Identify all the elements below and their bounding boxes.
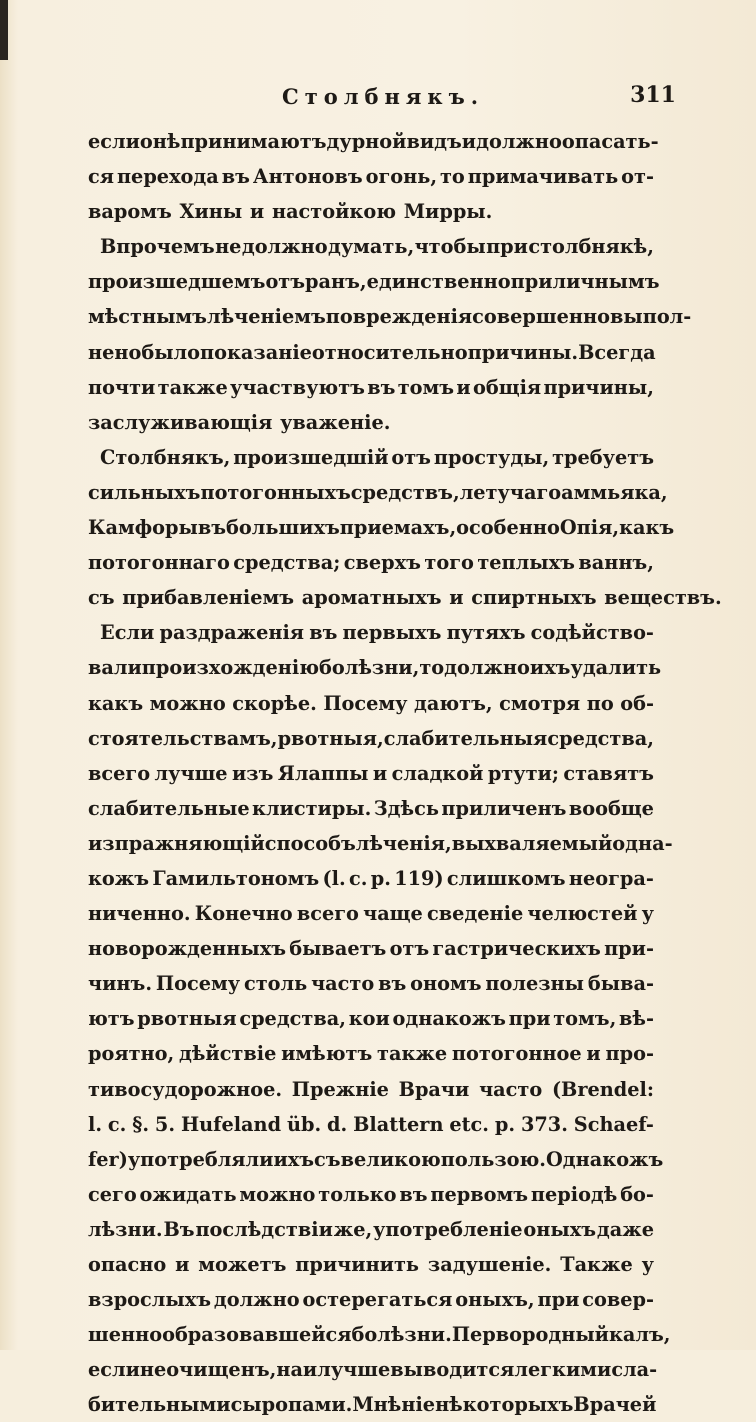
- word: причины,: [543, 375, 654, 399]
- word: должно: [444, 656, 530, 680]
- word: и: [175, 1253, 190, 1276]
- text-line: [88, 1142, 664, 1177]
- word: удалить: [570, 656, 662, 680]
- word: всего: [88, 761, 151, 785]
- word: болѣзни.: [351, 1323, 452, 1347]
- word: въ: [197, 516, 227, 540]
- word: также: [377, 1042, 448, 1066]
- word: кожъ: [88, 866, 150, 890]
- word: причины.: [467, 340, 579, 364]
- word: произхожденію: [141, 656, 320, 680]
- word: по: [586, 691, 614, 715]
- word: отъ: [265, 270, 306, 294]
- word: первомъ: [430, 1182, 529, 1206]
- word: произшедшемъ: [88, 270, 266, 294]
- word: томъ,: [553, 1007, 617, 1031]
- word: легкими: [514, 1358, 612, 1382]
- word: требуетъ: [552, 445, 654, 469]
- word: Конечно: [194, 902, 293, 926]
- word: клистиры.: [252, 796, 372, 820]
- word: не: [139, 1358, 167, 1382]
- word: какъ: [619, 516, 675, 540]
- word: бо-: [620, 1182, 654, 1206]
- word: вѣ-: [619, 1007, 654, 1031]
- text-line: [88, 335, 654, 370]
- word: уваженіе.: [280, 410, 391, 434]
- text-line: [88, 615, 654, 650]
- word: от-: [621, 165, 654, 189]
- word: примачивать: [467, 165, 619, 189]
- text-line: [88, 1282, 654, 1317]
- word: взрослыхъ: [88, 1288, 211, 1312]
- text-line: [88, 580, 722, 615]
- word: ваннъ,: [578, 551, 654, 575]
- word: совер-: [582, 1288, 654, 1312]
- word: особенно: [456, 516, 560, 540]
- word: великою: [340, 1147, 441, 1171]
- text-line: [88, 1036, 654, 1071]
- word: очищенъ,: [166, 1358, 277, 1382]
- word: üb.: [286, 1112, 322, 1136]
- page-header: [90, 80, 676, 116]
- text-line: [88, 756, 654, 791]
- word: періодѣ: [530, 1182, 618, 1206]
- word: поврежденія: [325, 305, 473, 329]
- word: кои: [348, 1007, 390, 1031]
- word: калъ,: [608, 1323, 671, 1347]
- text-line: [88, 545, 654, 580]
- word: Мнѣніе: [352, 1393, 436, 1417]
- word: об-: [620, 691, 654, 715]
- word: также: [157, 375, 228, 399]
- word: настойкою: [271, 200, 396, 224]
- word: думать,: [327, 235, 415, 259]
- word: летучаго: [459, 480, 562, 504]
- word: d.: [327, 1112, 348, 1136]
- word: ожидать: [139, 1182, 237, 1206]
- text-line: [88, 1317, 671, 1352]
- word: 119): [394, 866, 444, 890]
- text-line: [88, 1212, 654, 1247]
- word: слабительныя: [383, 726, 548, 750]
- word: c.: [348, 866, 368, 890]
- word: у: [641, 1253, 654, 1276]
- word: средствъ,: [350, 480, 460, 504]
- word: средства,: [547, 726, 654, 750]
- word: лучше: [154, 761, 228, 785]
- word: Столбнякъ,: [100, 445, 231, 469]
- word: большихъ: [226, 516, 340, 540]
- word: путяхъ: [446, 621, 526, 645]
- word: относительно: [311, 340, 468, 364]
- word: столбнякѣ,: [528, 235, 654, 259]
- word: при: [486, 235, 528, 259]
- word: ртути;: [487, 761, 559, 785]
- text-line: [88, 1387, 657, 1422]
- word: стоятельствамъ,: [88, 726, 278, 750]
- word: если: [88, 1358, 140, 1382]
- word: и: [249, 200, 265, 224]
- word: общія: [473, 375, 542, 399]
- word: и: [449, 586, 464, 610]
- word: показаніе: [200, 340, 312, 364]
- word: остерегаться: [302, 1288, 453, 1312]
- word: совершенно: [472, 305, 610, 329]
- word: имѣютъ: [281, 1042, 373, 1066]
- word: можетъ: [198, 1253, 287, 1276]
- running-head: Столбнякъ.: [281, 84, 485, 109]
- page-number: 311: [630, 82, 676, 108]
- word: Посему: [323, 691, 408, 715]
- word: часто: [311, 972, 375, 996]
- word: часто: [479, 1077, 543, 1101]
- word: отъ: [391, 445, 431, 469]
- word: при: [508, 1007, 551, 1031]
- word: сведеніе: [427, 902, 524, 926]
- word: прибавленіемъ: [122, 586, 295, 610]
- word: сла-: [611, 1358, 658, 1382]
- word: Врачи: [398, 1077, 470, 1101]
- word: Здѣсь: [373, 796, 439, 820]
- text-line: [88, 159, 654, 194]
- word: только: [318, 1182, 397, 1206]
- word: было: [141, 340, 201, 364]
- word: вали: [88, 656, 142, 680]
- word: столь: [243, 972, 308, 996]
- word: бительными: [88, 1393, 231, 1417]
- word: простуды,: [433, 445, 550, 469]
- word: съ: [88, 586, 115, 610]
- word: Также: [560, 1253, 633, 1276]
- word: Первородный: [451, 1323, 609, 1347]
- word: лѣченіемъ: [206, 305, 326, 329]
- word: ранъ,: [305, 270, 367, 294]
- word: послѣдствіи: [195, 1217, 333, 1241]
- word: участвуютъ: [230, 375, 365, 399]
- word: Hufeland: [180, 1112, 282, 1136]
- word: перехода: [116, 165, 219, 189]
- word: сверхъ: [343, 551, 421, 575]
- word: ставятъ: [563, 761, 654, 785]
- word: нено: [88, 340, 142, 364]
- word: смотря: [499, 691, 581, 715]
- word: въ: [378, 972, 407, 996]
- word: чинъ.: [88, 972, 153, 996]
- word: можно: [149, 691, 226, 715]
- word: дурной: [326, 130, 407, 153]
- text-line: [88, 264, 660, 299]
- word: Опія,: [559, 516, 620, 540]
- text-line: [88, 721, 654, 756]
- word: однакожъ: [392, 1007, 506, 1031]
- word: ниченно.: [88, 902, 191, 926]
- word: произшедшій: [233, 445, 389, 469]
- word: можно: [239, 1182, 316, 1206]
- word: челюстей: [527, 902, 638, 926]
- word: потогонныхъ: [200, 480, 351, 504]
- word: ся: [88, 165, 114, 189]
- word: то: [439, 165, 465, 189]
- word: fer): [88, 1147, 128, 1171]
- word: Мирры.: [403, 200, 493, 224]
- word: etc.: [449, 1112, 489, 1136]
- word: средства;: [233, 551, 341, 575]
- word: Если: [100, 621, 155, 645]
- word: ономъ: [410, 972, 482, 996]
- word: Ялаппы: [277, 761, 369, 785]
- word: ихъ: [273, 1147, 315, 1171]
- word: Посему: [155, 972, 241, 996]
- word: слишкомъ: [446, 866, 566, 890]
- text-line: [88, 861, 654, 896]
- word: раздраженія: [159, 621, 305, 645]
- word: и: [456, 375, 471, 399]
- word: приличнымъ: [510, 270, 660, 294]
- word: p.: [370, 866, 391, 890]
- word: должно: [241, 235, 328, 259]
- word: Въ: [163, 1217, 195, 1241]
- word: шенно: [88, 1323, 163, 1347]
- word: при-: [604, 937, 654, 961]
- word: того: [424, 551, 474, 575]
- word: видъ: [406, 130, 462, 153]
- word: тивосудорожное.: [88, 1077, 283, 1101]
- word: онѣ: [139, 130, 181, 153]
- word: потогоннаго: [88, 551, 230, 575]
- word: не: [215, 235, 242, 259]
- word: почти: [88, 375, 156, 399]
- word: въ: [399, 1182, 428, 1206]
- word: веществъ.: [604, 586, 722, 610]
- word: чтобы: [414, 235, 486, 259]
- word: роятно,: [88, 1042, 175, 1066]
- word: изпражняющій: [88, 831, 265, 855]
- word: сыропами.: [230, 1393, 353, 1417]
- word: даютъ,: [414, 691, 493, 715]
- word: неогра-: [568, 866, 654, 890]
- word: одна-: [612, 831, 673, 855]
- word: Хины: [179, 200, 243, 224]
- word: наилучше: [276, 1358, 391, 1382]
- word: p.: [494, 1112, 516, 1136]
- word: огонь,: [365, 165, 438, 189]
- word: средства,: [239, 1007, 346, 1031]
- word: 373.: [520, 1112, 568, 1136]
- word: Blattern: [353, 1112, 444, 1136]
- word: способъ: [264, 831, 356, 855]
- text-line: [88, 896, 654, 931]
- body-text: [88, 124, 722, 1422]
- word: нѣкоторыхъ: [435, 1393, 574, 1417]
- word: Гамильтономъ: [152, 866, 320, 890]
- word: новорожденныхъ: [88, 937, 286, 961]
- text-line: [88, 1247, 654, 1282]
- word: дѣйствіе: [178, 1042, 277, 1066]
- word: то: [419, 656, 445, 680]
- word: въ: [309, 621, 338, 645]
- word: и: [586, 1042, 601, 1066]
- word: теплыхъ: [477, 551, 575, 575]
- word: принимаютъ: [180, 130, 327, 153]
- word: сильныхъ: [88, 480, 201, 504]
- word: пользою.: [440, 1147, 547, 1171]
- word: c.: [107, 1112, 127, 1136]
- word: выводится: [390, 1358, 515, 1382]
- word: томъ: [397, 375, 455, 399]
- word: ютъ: [88, 1007, 135, 1031]
- word: должно: [213, 1288, 300, 1312]
- word: ихъ: [529, 656, 571, 680]
- word: (l.: [322, 866, 346, 890]
- word: ароматныхъ: [301, 586, 442, 610]
- word: всего: [296, 902, 359, 926]
- word: быва-: [587, 972, 654, 996]
- word: спиртныхъ: [471, 586, 597, 610]
- text-line: [88, 650, 662, 685]
- word: и: [372, 761, 388, 785]
- word: Впрочемъ: [100, 235, 215, 259]
- word: (Brendel:: [551, 1077, 654, 1101]
- text-line: [88, 1177, 654, 1212]
- word: даже: [596, 1217, 654, 1241]
- text-line: [88, 124, 659, 159]
- word: первыхъ: [342, 621, 442, 645]
- word: рвотныя: [137, 1007, 237, 1031]
- word: вообще: [568, 796, 654, 820]
- word: образовавшейся: [162, 1323, 352, 1347]
- word: употребленіе: [373, 1217, 523, 1241]
- word: рвотныя,: [277, 726, 384, 750]
- word: Камфоры: [88, 516, 198, 540]
- text-line: [88, 931, 654, 966]
- word: Врачей: [573, 1393, 657, 1417]
- text-line: [88, 299, 692, 334]
- word: лѣченія,: [355, 831, 452, 855]
- word: оныхъ: [523, 1217, 596, 1241]
- word: l.: [88, 1112, 103, 1136]
- word: варомъ: [88, 200, 172, 224]
- text-line: [88, 370, 654, 405]
- word: Schaef-: [573, 1112, 654, 1136]
- text-line: [88, 826, 673, 861]
- word: въ: [367, 375, 396, 399]
- word: мѣстнымъ: [88, 305, 207, 329]
- word: съ: [314, 1147, 341, 1171]
- word: Прежніе: [291, 1077, 389, 1101]
- word: гастрическихъ: [432, 937, 601, 961]
- binding-edge: [0, 0, 8, 60]
- text-line: [88, 791, 654, 826]
- word: полезны: [485, 972, 585, 996]
- word: слабительные: [88, 796, 250, 820]
- text-line: [88, 194, 654, 229]
- text-line: [88, 475, 668, 510]
- word: и: [461, 130, 477, 153]
- word: должно: [476, 130, 562, 153]
- word: опасно: [88, 1253, 167, 1276]
- word: сладкой: [391, 761, 484, 785]
- word: бываетъ: [289, 937, 387, 961]
- text-line: [88, 966, 654, 1001]
- text-line: [88, 1352, 658, 1387]
- word: про-: [605, 1042, 654, 1066]
- word: Антоновъ: [252, 165, 363, 189]
- word: заслуживающія: [88, 410, 273, 434]
- word: при: [537, 1288, 580, 1312]
- word: болѣзни,: [319, 656, 420, 680]
- text-line: [88, 440, 654, 475]
- word: содѣйство-: [530, 621, 654, 645]
- word: выпол-: [609, 305, 692, 329]
- word: аммьяка,: [561, 480, 668, 504]
- word: употребляли: [127, 1147, 274, 1171]
- text-line: [88, 1001, 654, 1036]
- word: какъ: [88, 691, 144, 715]
- text-line: [88, 1107, 654, 1142]
- word: 5.: [154, 1112, 176, 1136]
- text-line: [88, 405, 654, 440]
- word: приличенъ: [441, 796, 567, 820]
- word: опасать-: [561, 130, 659, 153]
- word: единственно: [366, 270, 511, 294]
- word: выхваляемый: [451, 831, 613, 855]
- word: Всегда: [578, 340, 656, 364]
- word: въ: [221, 165, 250, 189]
- word: чаще: [363, 902, 423, 926]
- word: у: [641, 902, 654, 926]
- word: причинить: [295, 1253, 420, 1276]
- word: сего: [88, 1182, 137, 1206]
- word: скорѣе.: [232, 691, 317, 715]
- text-line: [88, 686, 654, 721]
- word: потогонное: [451, 1042, 582, 1066]
- word: лѣзни.: [88, 1217, 163, 1241]
- text-line: [88, 1072, 654, 1107]
- word: Однакожъ: [546, 1147, 664, 1171]
- word: же,: [333, 1217, 373, 1241]
- word: §.: [132, 1112, 150, 1136]
- word: оныхъ,: [455, 1288, 535, 1312]
- word: изъ: [231, 761, 274, 785]
- word: задушеніе.: [427, 1253, 552, 1276]
- word: отъ: [389, 937, 430, 961]
- text-line: [88, 229, 654, 264]
- word: если: [88, 130, 140, 153]
- word: приемахъ,: [339, 516, 457, 540]
- text-line: [88, 510, 675, 545]
